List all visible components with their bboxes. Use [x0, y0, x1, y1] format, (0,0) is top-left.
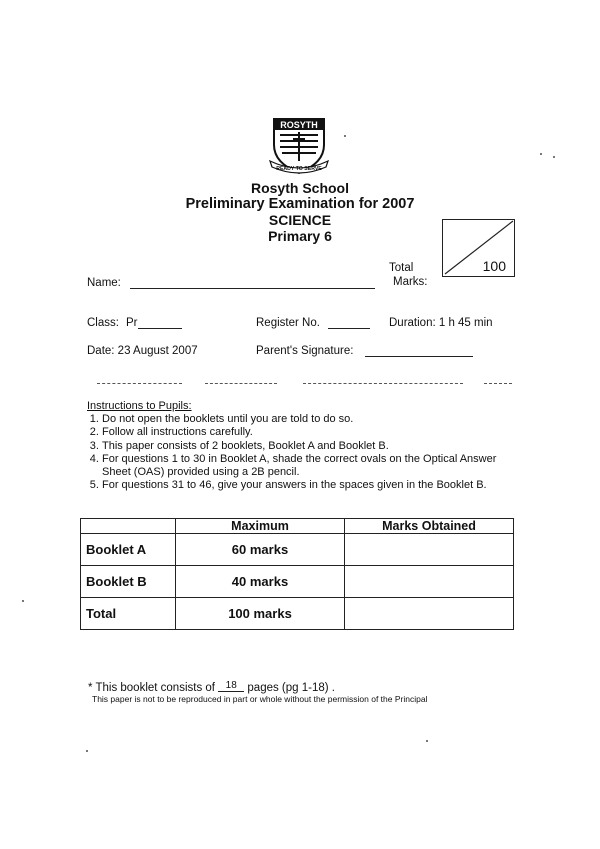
name-label: Name: — [87, 277, 121, 289]
page-count-value: 18 — [218, 680, 244, 692]
register-label: Register No. — [256, 317, 320, 329]
scan-speck — [540, 153, 542, 155]
instructions-title: Instructions to Pupils: — [87, 400, 192, 412]
row-obtained-cell[interactable] — [345, 598, 514, 630]
row-label: Total — [81, 598, 176, 630]
table-header-maximum: Maximum — [176, 519, 345, 534]
scan-speck — [553, 156, 555, 158]
instruction-item: 1. Do not open the booklets until you are told to do so. — [102, 413, 517, 426]
row-obtained-cell[interactable] — [345, 566, 514, 598]
row-max: 60 marks — [176, 534, 345, 566]
row-obtained-cell[interactable] — [345, 534, 514, 566]
row-label: Booklet A — [81, 534, 176, 566]
class-label: Class: — [87, 317, 119, 329]
marks-label: Marks: — [393, 276, 428, 288]
instruction-item: 4. For questions 1 to 30 in Booklet A, shade the correct ovals on the Optical Answer Sheet (OAS) provided using a 2B pencil. — [102, 453, 517, 479]
page-count-prefix: * This booklet consists of — [88, 682, 215, 694]
parent-signature-label: Parent's Signature: — [256, 345, 354, 357]
table-header-blank — [81, 519, 176, 534]
instruction-item: 3. This paper consists of 2 booklets, Booklet A and Booklet B. — [102, 440, 517, 453]
class-field-line[interactable] — [138, 328, 182, 329]
table-header-marks-obtained: Marks Obtained — [345, 519, 514, 534]
total-marks-value: 100 — [482, 258, 506, 274]
date-text: Date: 23 August 2007 — [87, 345, 198, 357]
scan-speck — [22, 600, 24, 602]
page-count-note — [88, 680, 335, 694]
scan-speck — [344, 135, 346, 137]
duration-text: Duration: 1 h 45 min — [389, 317, 493, 329]
scan-speck — [86, 750, 88, 752]
instructions-list — [87, 413, 517, 492]
total-label: Total — [389, 262, 414, 274]
register-field-line[interactable] — [328, 328, 370, 329]
name-field-line[interactable] — [130, 288, 375, 289]
marks-table — [80, 518, 514, 630]
class-value: Pr — [126, 317, 138, 329]
separator-line — [205, 383, 277, 384]
instructions-block — [87, 400, 517, 492]
separator-line — [484, 383, 512, 384]
instruction-item: 2. Follow all instructions carefully. — [102, 426, 517, 439]
table-row — [81, 534, 514, 566]
school-name: Rosyth School — [250, 180, 349, 196]
separator-line — [97, 383, 182, 384]
parent-signature-line[interactable] — [365, 356, 473, 357]
separator-line — [303, 383, 463, 384]
svg-text:ROSYTH: ROSYTH — [280, 120, 318, 130]
svg-text:READY TO SERVE: READY TO SERVE — [276, 166, 322, 172]
table-row — [81, 598, 514, 630]
row-max: 40 marks — [176, 566, 345, 598]
exam-title: Preliminary Examination for 2007 — [185, 196, 415, 212]
row-label: Booklet B — [81, 566, 176, 598]
total-marks-box — [442, 219, 515, 277]
instruction-item: 5. For questions 31 to 46, give your answers in the spaces given in the Booklet B. — [102, 479, 517, 492]
scan-speck — [426, 740, 428, 742]
table-row — [81, 566, 514, 598]
level-title: Primary 6 — [268, 228, 332, 244]
row-max: 100 marks — [176, 598, 345, 630]
school-crest-logo — [268, 115, 330, 177]
subject-title: SCIENCE — [268, 212, 332, 228]
page-count-suffix: pages (pg 1-18) . — [247, 682, 335, 694]
reproduction-notice: This paper is not to be reproduced in part or whole without the permission of the Principal — [92, 694, 428, 704]
